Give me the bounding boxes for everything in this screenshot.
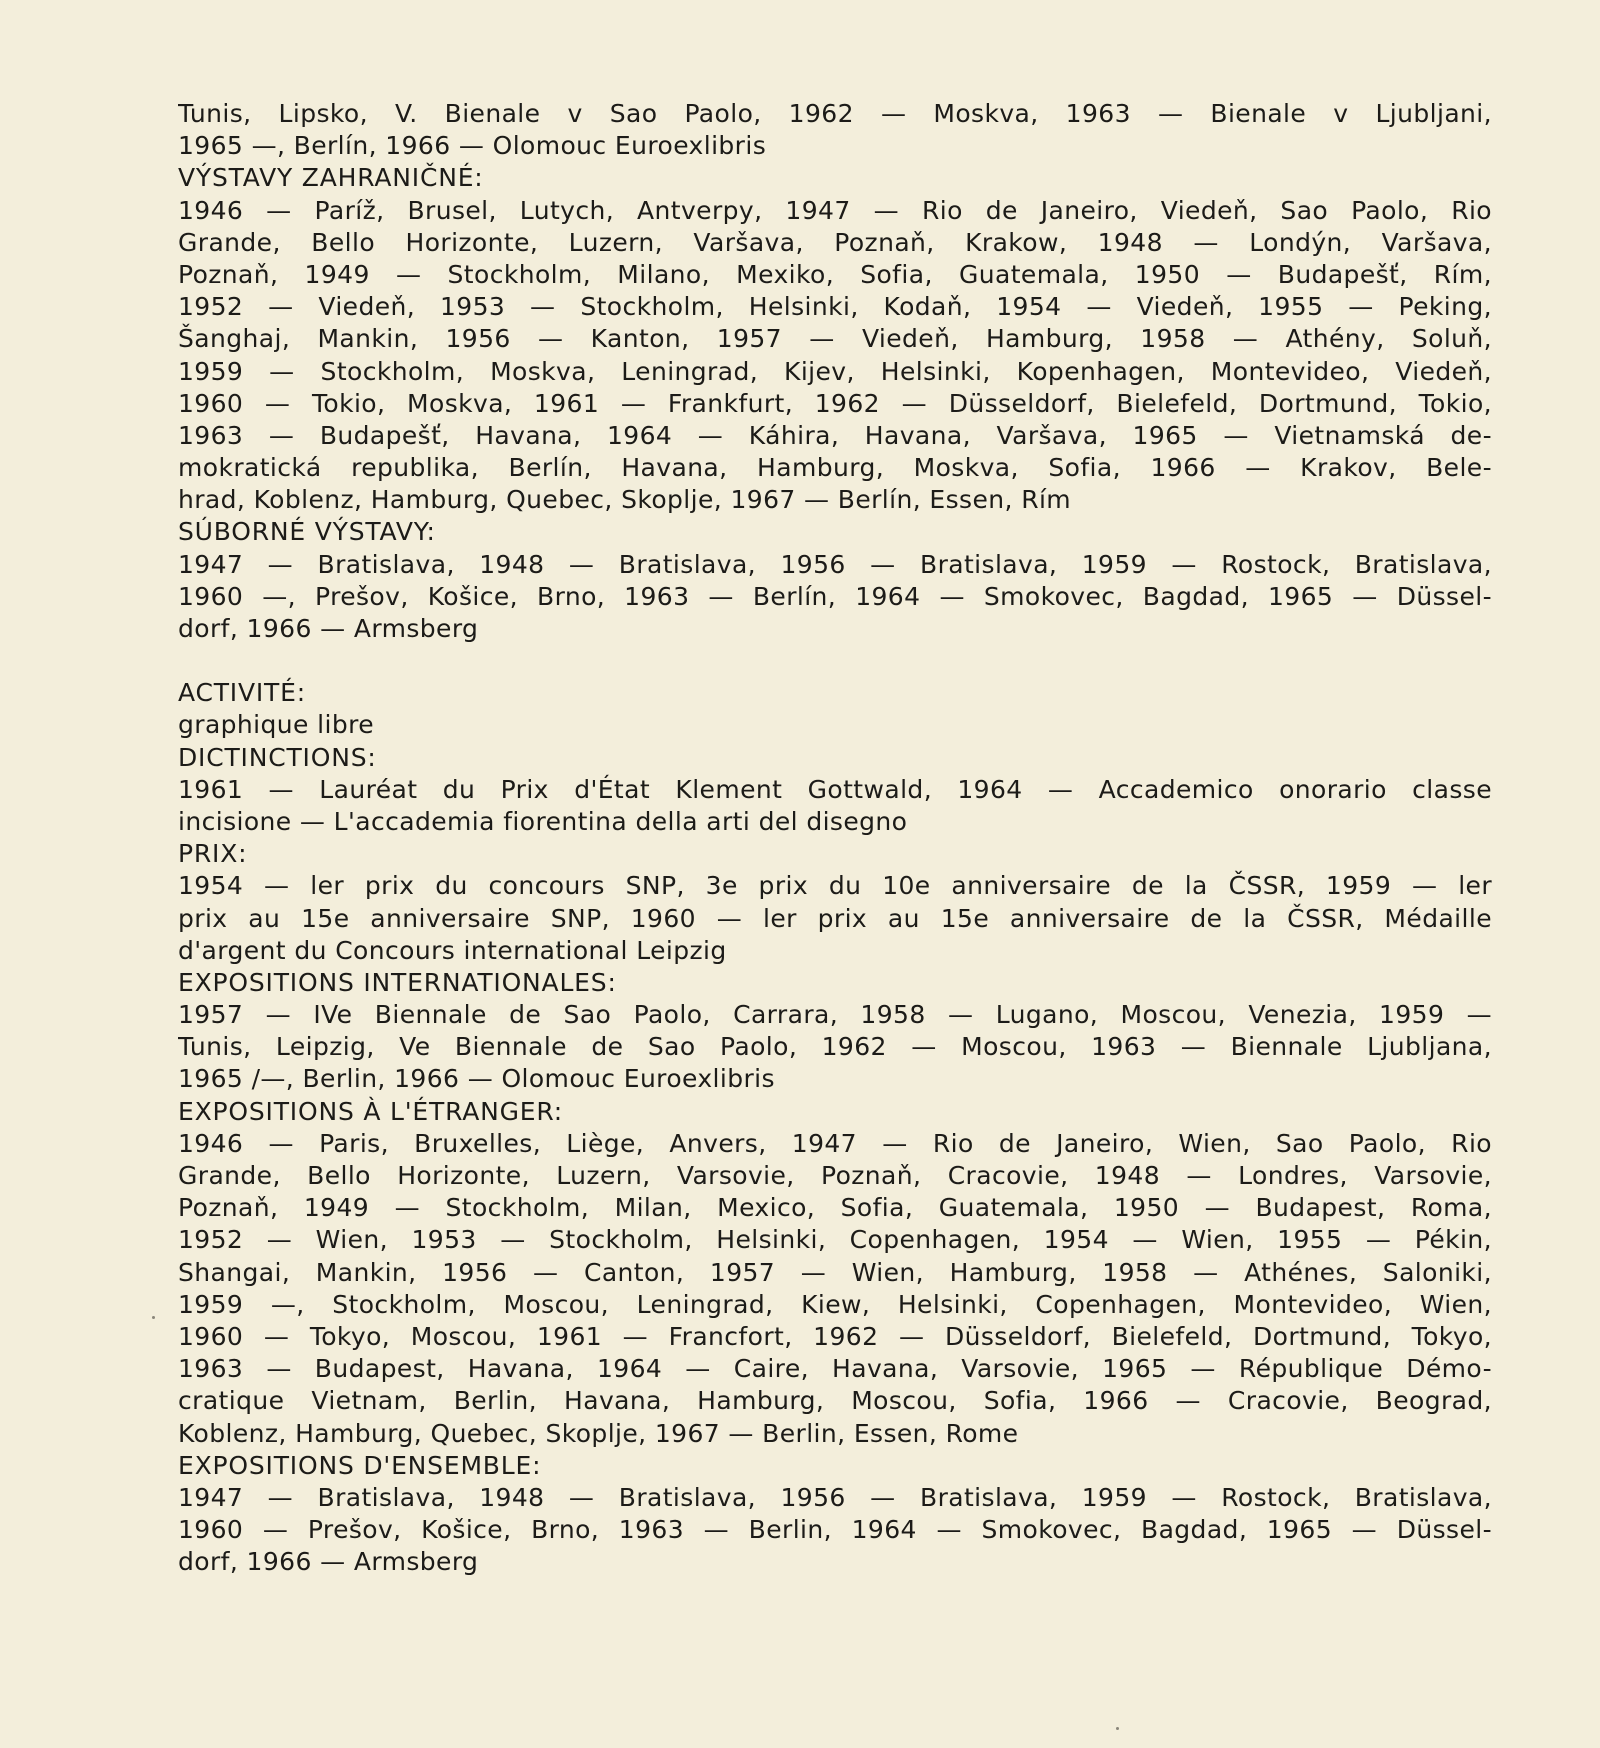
text-line: 1946 — Paríž, Brusel, Lutych, Antverpy, 1947 — Rio de Janeiro, Viedeň, Sao Paolo, Rio (178, 195, 1492, 225)
text-line: 1960 — Tokio, Moskva, 1961 — Frankfurt, 1962 — Düsseldorf, Bielefeld, Dortmund, Tokio, (178, 388, 1492, 418)
paper-speck (152, 1316, 155, 1319)
section-suborne-vystavy (178, 516, 1492, 645)
text-line: 1960 —, Prešov, Košice, Brno, 1963 — Berlín, 1964 — Smokovec, Bagdad, 1965 — Düssel- (178, 581, 1492, 611)
text-line: 1963 — Budapest, Havana, 1964 — Caire, Havana, Varsovie, 1965 — République Démo- (178, 1354, 1492, 1384)
section-heading: EXPOSITIONS D'ENSEMBLE: (178, 1450, 542, 1480)
section-heading: ACTIVITÉ: (178, 678, 306, 708)
text-line: d'argent du Concours international Leipzig (178, 935, 727, 965)
text-line: hrad, Koblenz, Hamburg, Quebec, Skoplje, 1967 — Berlín, Essen, Rím (178, 485, 1072, 515)
section-heading: VÝSTAVY ZAHRANIČNÉ: (178, 163, 484, 193)
text-line: 1959 —, Stockholm, Moscou, Leningrad, Kiew, Helsinki, Copenhagen, Montevideo, Wien, (178, 1289, 1492, 1319)
text-line: prix au 15e anniversaire SNP, 1960 — ler prix au 15e anniversaire de la ČSSR, Médaille (178, 903, 1492, 933)
text-line: 1947 — Bratislava, 1948 — Bratislava, 1956 — Bratislava, 1959 — Rostock, Bratislava, (178, 549, 1492, 579)
text-line: cratique Vietnam, Berlin, Havana, Hamburg, Moscou, Sofia, 1966 — Cracovie, Beograd, (178, 1386, 1492, 1416)
text-line: 1954 — ler prix du concours SNP, 3e prix du 10e anniversaire de la ČSSR, 1959 — ler (178, 871, 1492, 901)
section-prix (178, 838, 1492, 967)
text-line: Koblenz, Hamburg, Quebec, Skoplje, 1967 — Berlin, Essen, Rome (178, 1418, 1019, 1448)
paper-speck (1116, 1727, 1119, 1730)
section-heading: PRIX: (178, 839, 248, 869)
section-expositions-ensemble (178, 1450, 1492, 1579)
text-line: Poznaň, 1949 — Stockholm, Milan, Mexico, Sofia, Guatemala, 1950 — Budapest, Roma, (178, 1193, 1492, 1223)
text-line: 1952 — Viedeň, 1953 — Stockholm, Helsinki, Kodaň, 1954 — Viedeň, 1955 — Peking, (178, 292, 1492, 322)
text-line: 1946 — Paris, Bruxelles, Liège, Anvers, 1947 — Rio de Janeiro, Wien, Sao Paolo, Rio (178, 1128, 1492, 1158)
text-line: 1965 —, Berlín, 1966 — Olomouc Euroexlibris (178, 131, 767, 161)
text-line: Grande, Bello Horizonte, Luzern, Varsovie, Poznaň, Cracovie, 1948 — Londres, Varsovie, (178, 1161, 1492, 1190)
text-line: Tunis, Leipzig, Ve Biennale de Sao Paolo, 1962 — Moscou, 1963 — Biennale Ljubljana, (178, 1032, 1492, 1062)
section-expositions-etranger (178, 1096, 1492, 1450)
text-line: 1947 — Bratislava, 1948 — Bratislava, 1956 — Bratislava, 1959 — Rostock, Bratislava, (178, 1482, 1492, 1512)
section-heading: EXPOSITIONS À L'ÉTRANGER: (178, 1096, 564, 1126)
section-heading: EXPOSITIONS INTERNATIONALES: (178, 967, 617, 997)
text-line: Grande, Bello Horizonte, Luzern, Varšava, Poznaň, Krakow, 1948 — Londýn, Varšava, (178, 227, 1492, 257)
text-line: incisione — L'accademia fiorentina della arti del disegno (178, 806, 908, 836)
text-line: 1961 — Lauréat du Prix d'État Klement Gottwald, 1964 — Accademico onorario classe (178, 774, 1492, 804)
text-line: Shangai, Mankin, 1956 — Canton, 1957 — Wien, Hamburg, 1958 — Athénes, Saloniki, (178, 1257, 1492, 1287)
section-activite (178, 677, 1492, 741)
text-line: 1960 — Prešov, Košice, Brno, 1963 — Berlin, 1964 — Smokovec, Bagdad, 1965 — Düssel- (178, 1515, 1492, 1545)
text-line: 1952 — Wien, 1953 — Stockholm, Helsinki, Copenhagen, 1954 — Wien, 1955 — Pékin, (178, 1225, 1492, 1255)
text-line: 1960 — Tokyo, Moscou, 1961 — Francfort, 1962 — Düsseldorf, Bielefeld, Dortmund, Tokyo, (178, 1321, 1492, 1351)
text-line: Poznaň, 1949 — Stockholm, Milano, Mexiko, Sofia, Guatemala, 1950 — Budapešť, Rím, (178, 259, 1492, 289)
section-gap (178, 645, 1492, 677)
text-line: graphique libre (178, 710, 375, 740)
text-block (178, 98, 1492, 1578)
text-line: mokratická republika, Berlín, Havana, Hamburg, Moskva, Sofia, 1966 — Krakov, Bele- (178, 453, 1492, 483)
text-line: 1959 — Stockholm, Moskva, Leningrad, Kijev, Helsinki, Kopenhagen, Montevideo, Viedeň, (178, 356, 1492, 386)
text-line: 1957 — IVe Biennale de Sao Paolo, Carrara, 1958 — Lugano, Moscou, Venezia, 1959 — (178, 1000, 1492, 1030)
text-line: Šanghaj, Mankin, 1956 — Kanton, 1957 — Viedeň, Hamburg, 1958 — Athény, Soluň, (178, 324, 1492, 354)
text-line: dorf, 1966 — Armsberg (178, 614, 479, 643)
section-vystavy-zahranicne (178, 162, 1492, 516)
text-line: 1965 /—, Berlin, 1966 — Olomouc Euroexlibris (178, 1064, 775, 1094)
section-expositions-internationales (178, 967, 1492, 1096)
section-heading: DICTINCTIONS: (178, 742, 377, 772)
section-heading: SÚBORNÉ VÝSTAVY: (178, 517, 436, 547)
top-continuation (178, 98, 1492, 162)
text-line: 1963 — Budapešť, Havana, 1964 — Káhira, Havana, Varšava, 1965 — Vietnamská de- (178, 420, 1492, 450)
section-dictinctions (178, 742, 1492, 839)
text-line: dorf, 1966 — Armsberg (178, 1547, 479, 1577)
text-line: Tunis, Lipsko, V. Bienale v Sao Paolo, 1962 — Moskva, 1963 — Bienale v Ljubljani, (178, 99, 1492, 128)
